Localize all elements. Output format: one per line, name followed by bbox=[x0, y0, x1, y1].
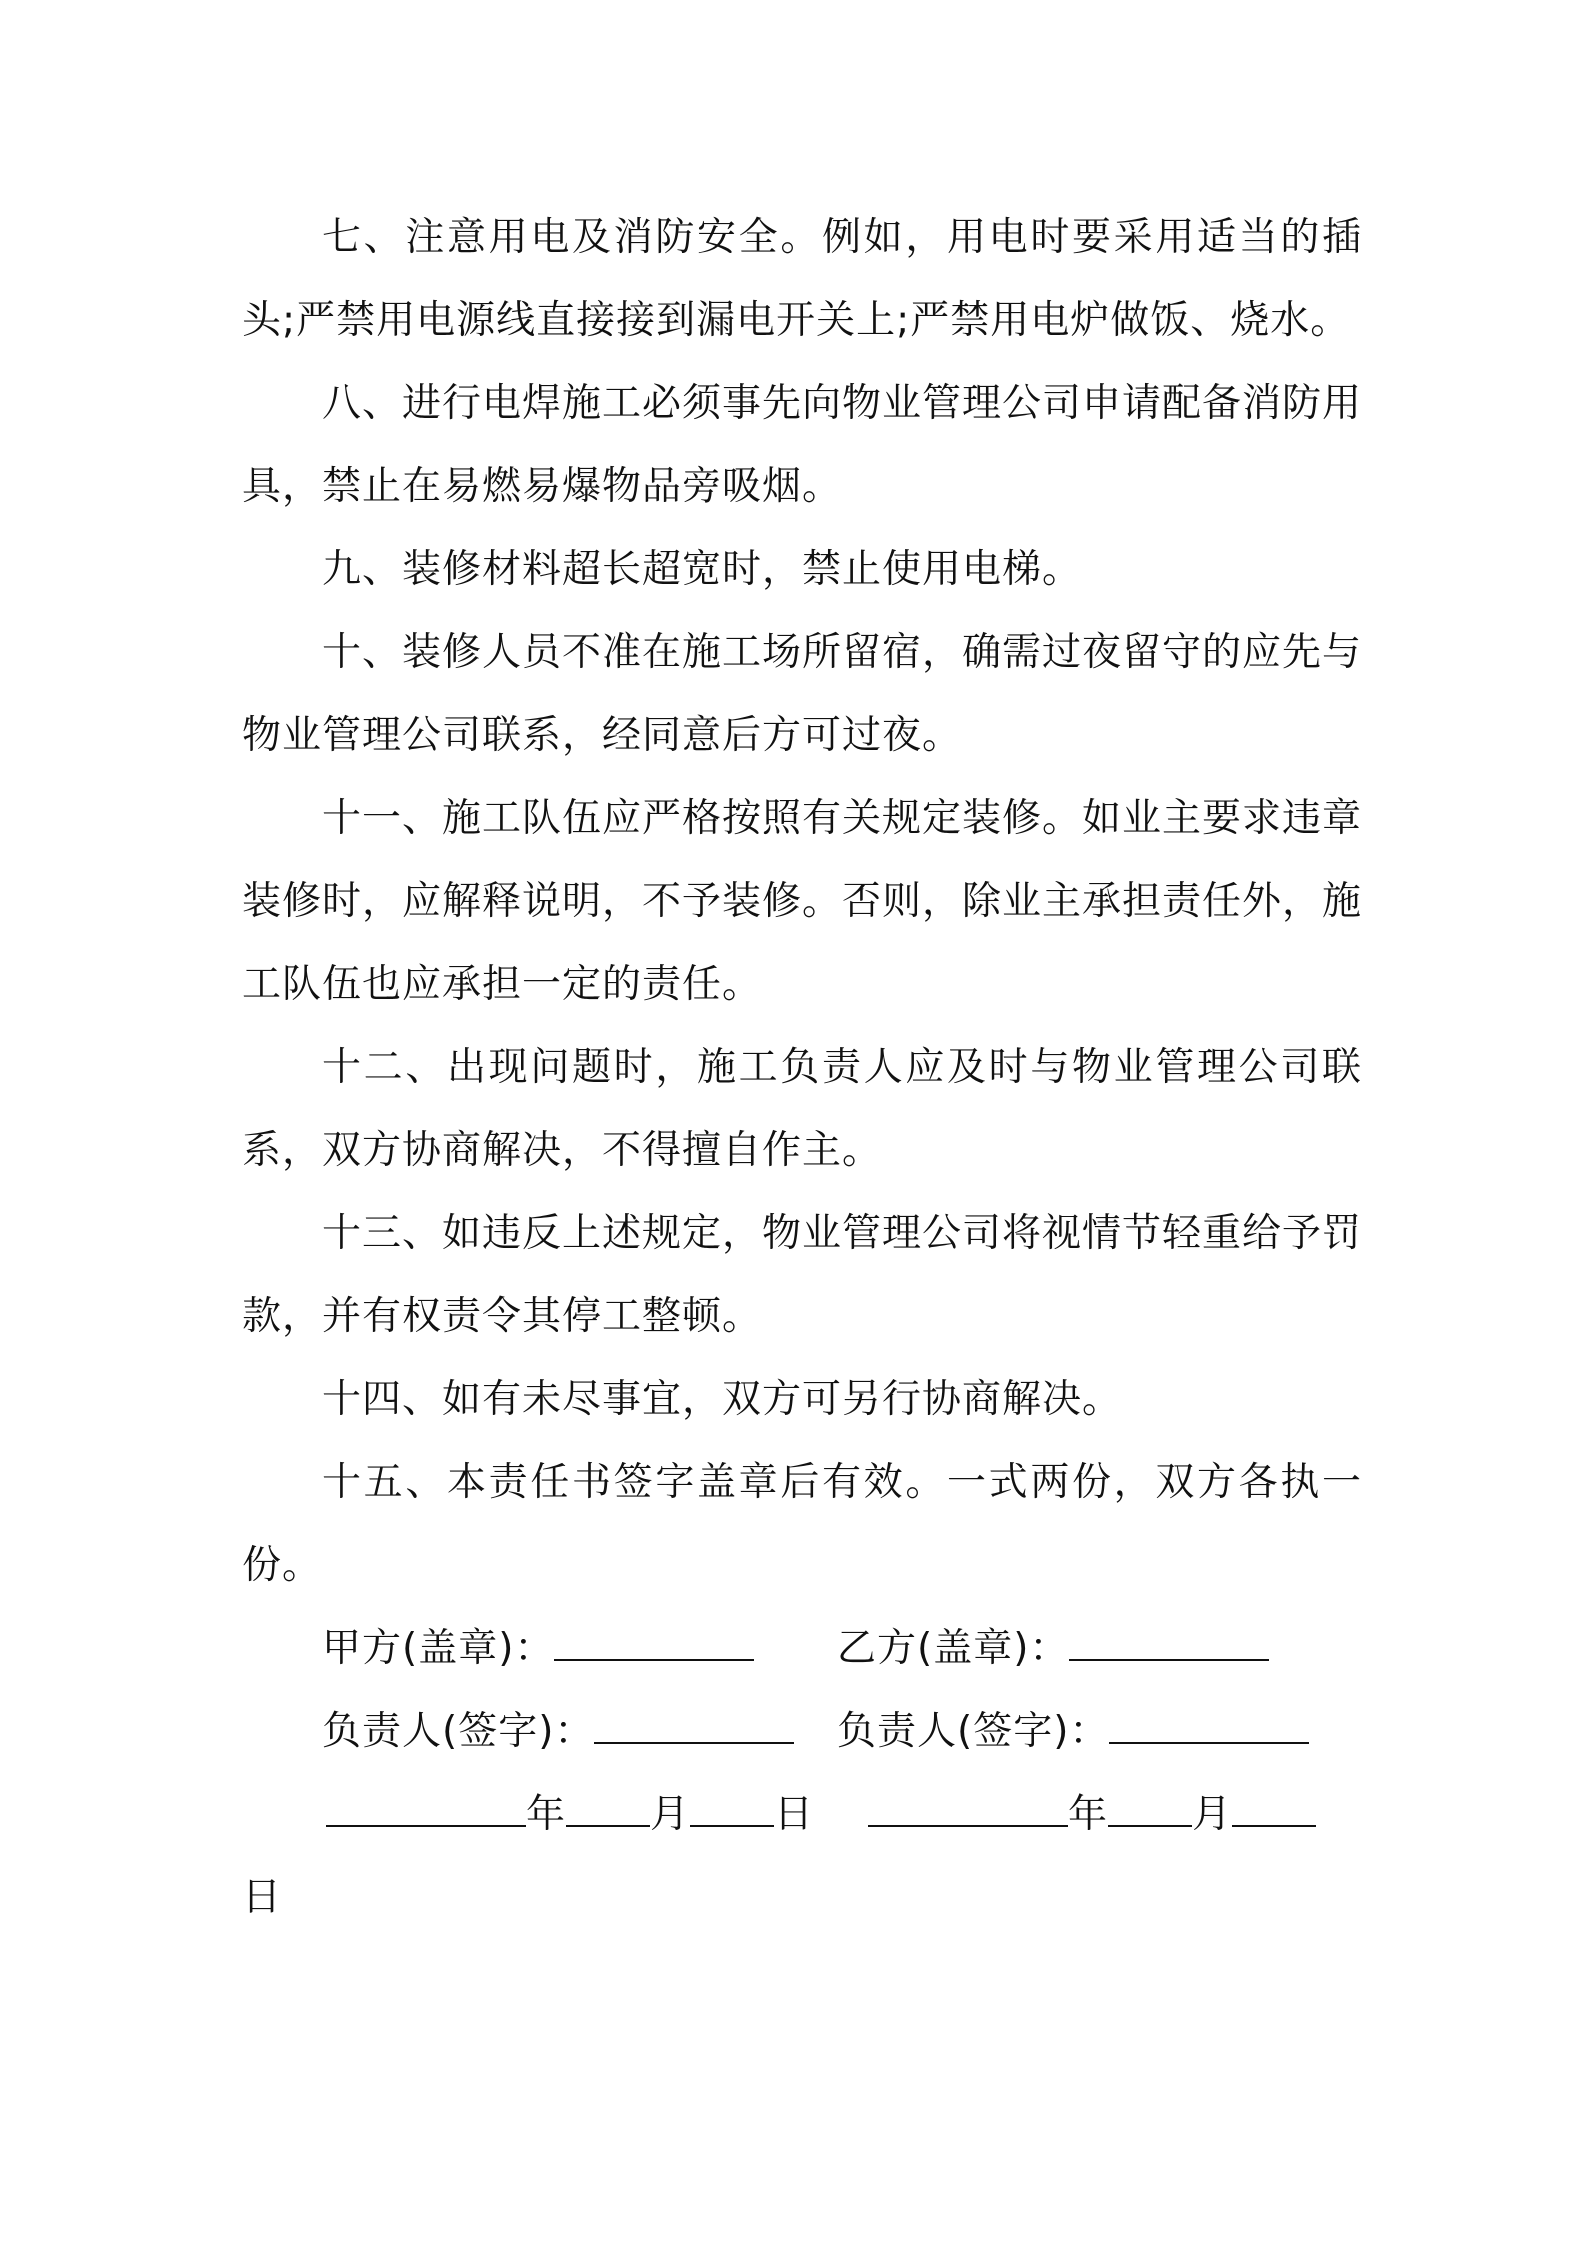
party-b-signer-label: 负责人(签字)： bbox=[837, 1709, 1110, 1754]
clause-14: 十四、如有未尽事宜，双方可另行协商解决。 bbox=[322, 1377, 1123, 1422]
signer-row bbox=[242, 1690, 1362, 1773]
document-body bbox=[242, 196, 1362, 1939]
party-b-day-blank[interactable] bbox=[1232, 1795, 1316, 1827]
party-a-seal bbox=[322, 1607, 837, 1690]
party-b-month-label: 月 bbox=[1192, 1792, 1233, 1837]
clause-13: 十三、如违反上述规定，物业管理公司将视情节轻重给予罚款，并有权责令其停工整顿。 bbox=[242, 1211, 1363, 1339]
clause-15: 十五、本责任书签字盖章后有效。一式两份，双方各执一份。 bbox=[242, 1460, 1362, 1588]
party-a-signer bbox=[322, 1690, 837, 1773]
party-b-seal-blank[interactable] bbox=[1069, 1629, 1269, 1661]
party-a-signer-label: 负责人(签字)： bbox=[322, 1709, 595, 1754]
party-b-month-blank[interactable] bbox=[1108, 1795, 1192, 1827]
party-a-seal-label: 甲方(盖章)： bbox=[322, 1626, 555, 1671]
party-a-month-blank[interactable] bbox=[566, 1795, 650, 1827]
party-b-day-label: 日 bbox=[242, 1875, 283, 1920]
party-b-year-blank[interactable] bbox=[868, 1795, 1068, 1827]
clause-9: 九、装修材料超长超宽时，禁止使用电梯。 bbox=[322, 547, 1083, 592]
party-b-seal-label: 乙方(盖章)： bbox=[837, 1626, 1070, 1671]
party-b-seal bbox=[837, 1607, 1362, 1690]
party-a-day-blank[interactable] bbox=[690, 1795, 774, 1827]
date-row bbox=[242, 1773, 1362, 1856]
clause-11: 十一、施工队伍应严格按照有关规定装修。如业主要求违章装修时，应解释说明，不予装修。否则，除业主承担责任外，施工队伍也应承担一定的责任。 bbox=[242, 796, 1363, 1007]
party-a-year-label: 年 bbox=[526, 1792, 567, 1837]
party-b-signer-blank[interactable] bbox=[1109, 1712, 1309, 1744]
clause-7: 七、注意用电及消防安全。例如，用电时要采用适当的插头;严禁用电源线直接接到漏电开关上;严禁用电炉做饭、烧水。 bbox=[242, 215, 1362, 343]
clause-12: 十二、出现问题时，施工负责人应及时与物业管理公司联系，双方协商解决，不得擅自作主。 bbox=[242, 1045, 1362, 1173]
seal-row bbox=[242, 1607, 1362, 1690]
party-a-month-label: 月 bbox=[650, 1792, 691, 1837]
party-b-signer bbox=[837, 1690, 1362, 1773]
party-a-signer-blank[interactable] bbox=[594, 1712, 794, 1744]
party-b-year-label: 年 bbox=[1068, 1792, 1109, 1837]
party-a-day-label: 日 bbox=[774, 1792, 815, 1837]
clause-10: 十、装修人员不准在施工场所留宿，确需过夜留守的应先与物业管理公司联系，经同意后方可过夜。 bbox=[242, 630, 1363, 758]
party-a-year-blank[interactable] bbox=[326, 1795, 526, 1827]
party-a-seal-blank[interactable] bbox=[554, 1629, 754, 1661]
clause-8: 八、进行电焊施工必须事先向物业管理公司申请配备消防用具，禁止在易燃易爆物品旁吸烟。 bbox=[242, 381, 1363, 509]
